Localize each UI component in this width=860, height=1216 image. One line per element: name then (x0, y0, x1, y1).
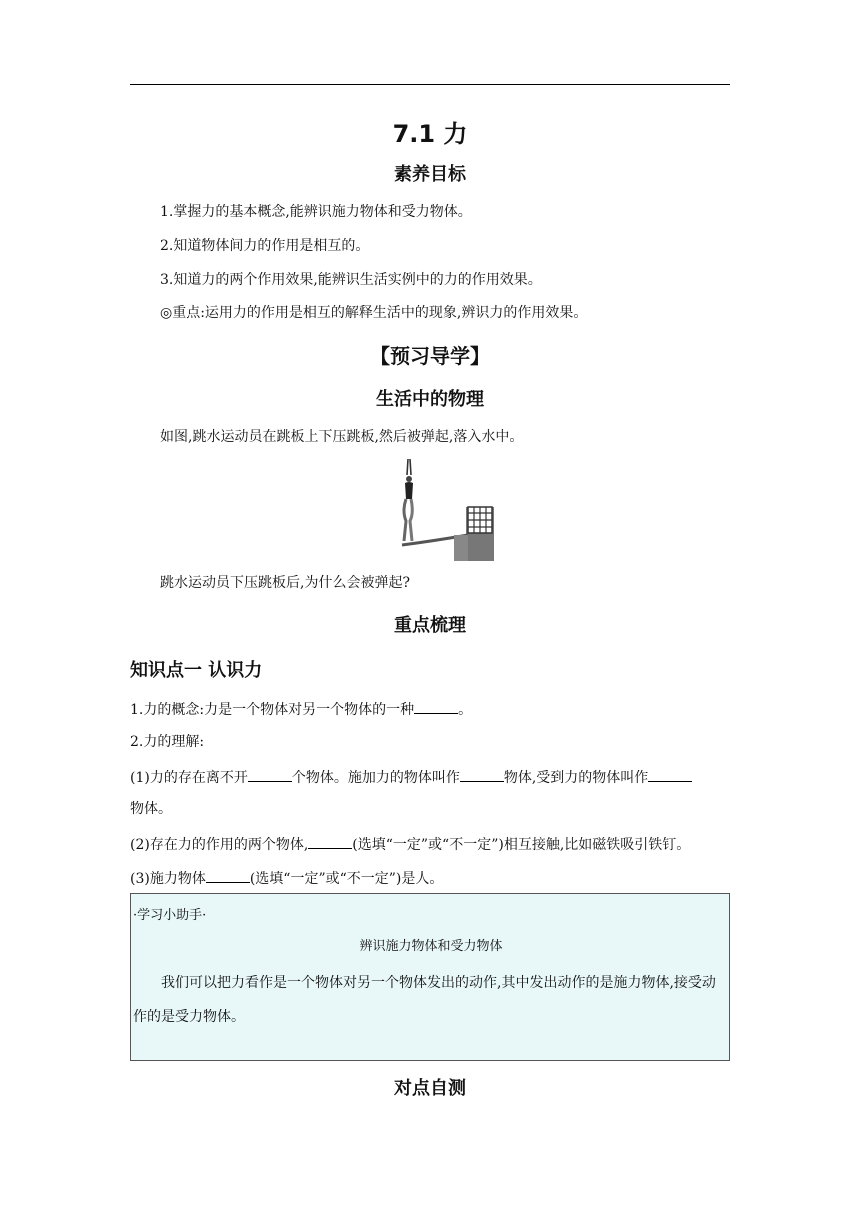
preview-heading: 【预习导学】 (370, 344, 490, 368)
item-1-text-c: 物体,受到力的物体叫作 (503, 770, 649, 786)
item-3-line (130, 868, 443, 888)
goal-item-1: 1.掌握力的基本概念,能辨识施力物体和受力物体。 (160, 204, 472, 220)
self-test-heading: 对点自测 (394, 1078, 466, 1099)
goals-heading: 素养目标 (394, 164, 466, 185)
study-helper-box (130, 893, 730, 1061)
knowledge-point-heading: 知识点一 认识力 (130, 660, 263, 681)
header-rule (130, 84, 730, 85)
helper-title: 辨识施力物体和受力物体 (359, 939, 503, 954)
goal-item-3: 3.知道力的两个作用效果,能辨识生活实例中的力的作用效果。 (160, 272, 542, 288)
item-3-text-b: (选填“一定”或“不一定”)是人。 (249, 871, 444, 887)
concept-text: 1.力的概念:力是一个物体对另一个物体的一种 (130, 702, 415, 718)
item-1-line (130, 767, 692, 787)
life-physics-heading: 生活中的物理 (376, 389, 484, 410)
concept-end: 。 (458, 702, 473, 718)
goal-key-point: ◎重点:运用力的作用是相互的解释生活中的现象,辨识力的作用效果。 (160, 305, 588, 321)
diver-springboard-illustration (388, 455, 498, 563)
item-2-text-b: (选填“一定”或“不一定”)相互接触,比如磁铁吸引铁钉。 (352, 837, 691, 853)
fill-blank[interactable] (308, 834, 352, 849)
preview-question: 跳水运动员下压跳板后,为什么会被弹起? (160, 575, 410, 591)
fill-blank[interactable] (248, 767, 292, 782)
preview-intro: 如图,跳水运动员在跳板上下压跳板,然后被弹起,落入水中。 (160, 429, 524, 445)
item-3-text-a: (3)施力物体 (130, 871, 206, 887)
page-title: 7.1 力 (392, 120, 468, 148)
item-2-line (130, 834, 690, 854)
item-1-continuation: 物体。 (130, 801, 172, 817)
fill-blank[interactable] (414, 699, 458, 714)
item-2-text-a: (2)存在力的作用的两个物体, (130, 837, 309, 853)
understanding-label: 2.力的理解: (130, 734, 205, 750)
helper-tag: ·学习小助手· (133, 908, 207, 923)
review-heading: 重点梳理 (394, 615, 466, 636)
concept-line (130, 699, 472, 719)
goal-item-2: 2.知道物体间力的作用是相互的。 (160, 238, 370, 254)
helper-body: 我们可以把力看作是一个物体对另一个物体发出的动作,其中发出动作的是施力物体,接受动作的是受力物体。 (133, 975, 716, 1025)
fill-blank[interactable] (648, 767, 692, 782)
fill-blank[interactable] (460, 767, 504, 782)
fill-blank[interactable] (206, 868, 250, 883)
item-1-text-a: (1)力的存在离不开 (130, 770, 248, 786)
item-1-text-b: 个物体。施加力的物体叫作 (291, 770, 460, 786)
